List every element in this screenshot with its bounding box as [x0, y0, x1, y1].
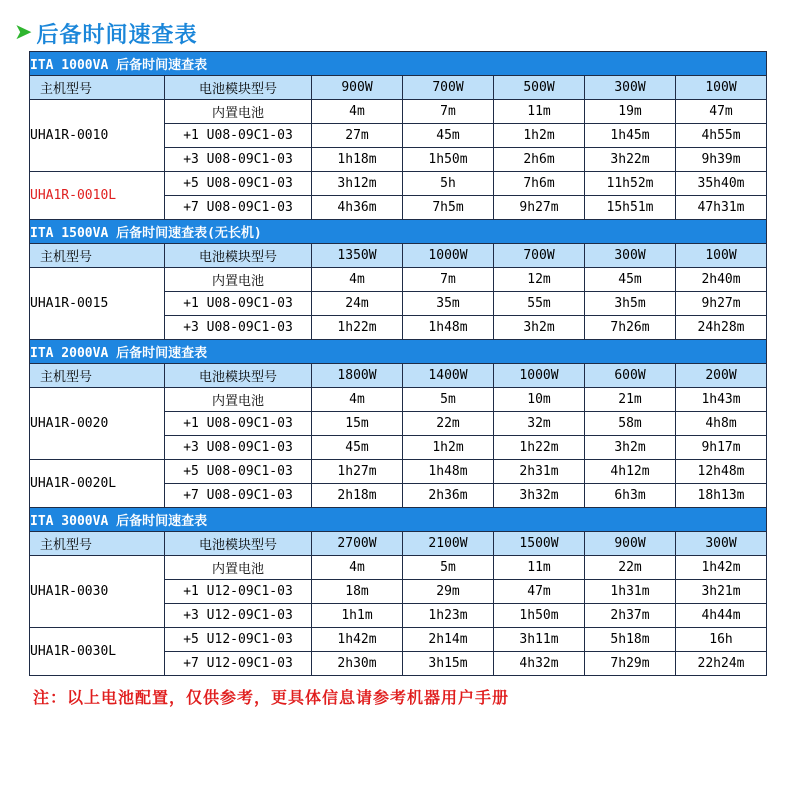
- runtime-cell: 2h40m: [676, 268, 767, 292]
- header-load: 300W: [585, 76, 676, 100]
- runtime-cell: 1h50m: [494, 604, 585, 628]
- header-battery: 电池模块型号: [165, 532, 312, 556]
- section-title-row: [30, 52, 767, 76]
- runtime-cell: 24h28m: [676, 316, 767, 340]
- runtime-cell: 3h21m: [676, 580, 767, 604]
- section-title-row: [30, 220, 767, 244]
- header-model: 主机型号: [30, 364, 165, 388]
- model-cell: UHA1R-0020: [30, 388, 165, 460]
- battery-cell: +3 U08-09C1-03: [165, 436, 312, 460]
- section-title-row: [30, 340, 767, 364]
- header-row: [30, 532, 767, 556]
- runtime-cell: 1h45m: [585, 124, 676, 148]
- runtime-cell: 27m: [312, 124, 403, 148]
- model-cell: UHA1R-0010L: [30, 172, 165, 220]
- runtime-cell: 4h32m: [494, 652, 585, 676]
- runtime-cell: 3h2m: [585, 436, 676, 460]
- header-load: 700W: [494, 244, 585, 268]
- runtime-cell: 1h23m: [403, 604, 494, 628]
- section-title: ITA 1000VA 后备时间速查表: [30, 52, 767, 76]
- header-battery: 电池模块型号: [165, 364, 312, 388]
- runtime-cell: 1h2m: [403, 436, 494, 460]
- runtime-cell: 7m: [403, 100, 494, 124]
- runtime-cell: 4h8m: [676, 412, 767, 436]
- header-model: 主机型号: [30, 532, 165, 556]
- runtime-cell: 9h27m: [676, 292, 767, 316]
- runtime-cell: 11m: [494, 100, 585, 124]
- runtime-cell: 1h22m: [494, 436, 585, 460]
- header-load: 1800W: [312, 364, 403, 388]
- runtime-cell: 35m: [403, 292, 494, 316]
- section-title: ITA 2000VA 后备时间速查表: [30, 340, 767, 364]
- runtime-cell: 7h26m: [585, 316, 676, 340]
- arrow-icon: ➤: [14, 20, 33, 45]
- runtime-cell: 1h1m: [312, 604, 403, 628]
- runtime-cell: 4h12m: [585, 460, 676, 484]
- runtime-cell: 18m: [312, 580, 403, 604]
- runtime-cell: 47m: [494, 580, 585, 604]
- model-cell: UHA1R-0010: [30, 100, 165, 172]
- table-row: [30, 628, 767, 652]
- runtime-cell: 4m: [312, 556, 403, 580]
- runtime-cell: 1h48m: [403, 460, 494, 484]
- runtime-cell: 2h37m: [585, 604, 676, 628]
- runtime-cell: 1h22m: [312, 316, 403, 340]
- header-load: 1400W: [403, 364, 494, 388]
- battery-cell: +7 U08-09C1-03: [165, 196, 312, 220]
- header-load: 700W: [403, 76, 494, 100]
- runtime-cell: 47h31m: [676, 196, 767, 220]
- section-title: ITA 3000VA 后备时间速查表: [30, 508, 767, 532]
- runtime-cell: 15m: [312, 412, 403, 436]
- runtime-cell: 2h36m: [403, 484, 494, 508]
- runtime-cell: 21m: [585, 388, 676, 412]
- runtime-cell: 5m: [403, 388, 494, 412]
- runtime-cell: 1h42m: [676, 556, 767, 580]
- model-cell: UHA1R-0015: [30, 268, 165, 340]
- runtime-cell: 3h5m: [585, 292, 676, 316]
- header-row: [30, 364, 767, 388]
- battery-cell: 内置电池: [165, 100, 312, 124]
- runtime-cell: 11m: [494, 556, 585, 580]
- runtime-cell: 19m: [585, 100, 676, 124]
- runtime-cell: 7h5m: [403, 196, 494, 220]
- runtime-cell: 45m: [312, 436, 403, 460]
- header-load: 600W: [585, 364, 676, 388]
- runtime-cell: 4m: [312, 388, 403, 412]
- battery-cell: 内置电池: [165, 556, 312, 580]
- runtime-cell: 3h32m: [494, 484, 585, 508]
- table-row: [30, 556, 767, 580]
- runtime-cell: 3h11m: [494, 628, 585, 652]
- header-row: [30, 76, 767, 100]
- runtime-cell: 12m: [494, 268, 585, 292]
- runtime-cell: 6h3m: [585, 484, 676, 508]
- header-battery: 电池模块型号: [165, 244, 312, 268]
- battery-cell: +1 U08-09C1-03: [165, 124, 312, 148]
- runtime-cell: 2h31m: [494, 460, 585, 484]
- runtime-cell: 3h2m: [494, 316, 585, 340]
- runtime-cell: 12h48m: [676, 460, 767, 484]
- battery-cell: 内置电池: [165, 268, 312, 292]
- header-load: 500W: [494, 76, 585, 100]
- page-title: [14, 18, 197, 48]
- table-row: [30, 460, 767, 484]
- runtime-cell: 4h55m: [676, 124, 767, 148]
- header-load: 1000W: [403, 244, 494, 268]
- runtime-cell: 1h18m: [312, 148, 403, 172]
- header-load: 1500W: [494, 532, 585, 556]
- runtime-cell: 45m: [403, 124, 494, 148]
- battery-cell: +3 U08-09C1-03: [165, 148, 312, 172]
- runtime-cell: 10m: [494, 388, 585, 412]
- runtime-cell: 22h24m: [676, 652, 767, 676]
- runtime-cell: 1h48m: [403, 316, 494, 340]
- header-load: 100W: [676, 76, 767, 100]
- header-load: 1350W: [312, 244, 403, 268]
- runtime-cell: 24m: [312, 292, 403, 316]
- runtime-cell: 58m: [585, 412, 676, 436]
- runtime-cell: 11h52m: [585, 172, 676, 196]
- header-load: 200W: [676, 364, 767, 388]
- runtime-cell: 7h29m: [585, 652, 676, 676]
- header-load: 900W: [585, 532, 676, 556]
- header-row: [30, 244, 767, 268]
- header-model: 主机型号: [30, 244, 165, 268]
- battery-cell: +5 U12-09C1-03: [165, 628, 312, 652]
- runtime-cell: 2h18m: [312, 484, 403, 508]
- runtime-cell: 9h27m: [494, 196, 585, 220]
- runtime-cell: 9h39m: [676, 148, 767, 172]
- header-load: 1000W: [494, 364, 585, 388]
- runtime-cell: 29m: [403, 580, 494, 604]
- header-load: 300W: [585, 244, 676, 268]
- runtime-cell: 35h40m: [676, 172, 767, 196]
- runtime-cell: 4m: [312, 100, 403, 124]
- runtime-cell: 1h50m: [403, 148, 494, 172]
- runtime-cell: 55m: [494, 292, 585, 316]
- page-title-text: 后备时间速查表: [36, 22, 198, 48]
- runtime-cell: 4h44m: [676, 604, 767, 628]
- header-load: 2100W: [403, 532, 494, 556]
- model-cell: UHA1R-0020L: [30, 460, 165, 508]
- runtime-cell: 22m: [585, 556, 676, 580]
- section-title-row: [30, 508, 767, 532]
- runtime-cell: 4h36m: [312, 196, 403, 220]
- runtime-cell: 5h18m: [585, 628, 676, 652]
- section-title: ITA 1500VA 后备时间速查表(无长机): [30, 220, 767, 244]
- runtime-cell: 7m: [403, 268, 494, 292]
- runtime-cell: 18h13m: [676, 484, 767, 508]
- table-row: [30, 268, 767, 292]
- battery-cell: 内置电池: [165, 388, 312, 412]
- runtime-cell: 22m: [403, 412, 494, 436]
- battery-cell: +1 U08-09C1-03: [165, 412, 312, 436]
- model-cell: UHA1R-0030: [30, 556, 165, 628]
- model-cell: UHA1R-0030L: [30, 628, 165, 676]
- runtime-cell: 15h51m: [585, 196, 676, 220]
- runtime-cell: 9h17m: [676, 436, 767, 460]
- runtime-cell: 4m: [312, 268, 403, 292]
- runtime-cell: 2h30m: [312, 652, 403, 676]
- runtime-cell: 3h12m: [312, 172, 403, 196]
- runtime-cell: 1h27m: [312, 460, 403, 484]
- battery-cell: +1 U08-09C1-03: [165, 292, 312, 316]
- runtime-cell: 1h43m: [676, 388, 767, 412]
- battery-cell: +3 U08-09C1-03: [165, 316, 312, 340]
- battery-cell: +5 U08-09C1-03: [165, 172, 312, 196]
- runtime-cell: 45m: [585, 268, 676, 292]
- runtime-cell: 2h14m: [403, 628, 494, 652]
- runtime-cell: 1h31m: [585, 580, 676, 604]
- footnote: 注：以上电池配置，仅供参考，更具体信息请参考机器用户手册: [33, 688, 510, 707]
- battery-cell: +7 U08-09C1-03: [165, 484, 312, 508]
- header-load: 900W: [312, 76, 403, 100]
- runtime-cell: 47m: [676, 100, 767, 124]
- header-load: 100W: [676, 244, 767, 268]
- battery-cell: +5 U08-09C1-03: [165, 460, 312, 484]
- header-model: 主机型号: [30, 76, 165, 100]
- runtime-cell: 7h6m: [494, 172, 585, 196]
- runtime-cell: 16h: [676, 628, 767, 652]
- header-battery: 电池模块型号: [165, 76, 312, 100]
- runtime-table: [29, 51, 767, 676]
- runtime-cell: 32m: [494, 412, 585, 436]
- battery-cell: +1 U12-09C1-03: [165, 580, 312, 604]
- header-load: 2700W: [312, 532, 403, 556]
- table-row: [30, 172, 767, 196]
- runtime-cell: 1h42m: [312, 628, 403, 652]
- runtime-cell: 5m: [403, 556, 494, 580]
- battery-cell: +3 U12-09C1-03: [165, 604, 312, 628]
- runtime-cell: 2h6m: [494, 148, 585, 172]
- runtime-cell: 1h2m: [494, 124, 585, 148]
- battery-cell: +7 U12-09C1-03: [165, 652, 312, 676]
- header-load: 300W: [676, 532, 767, 556]
- table-row: [30, 388, 767, 412]
- runtime-cell: 3h22m: [585, 148, 676, 172]
- table-row: [30, 100, 767, 124]
- runtime-cell: 5h: [403, 172, 494, 196]
- runtime-cell: 3h15m: [403, 652, 494, 676]
